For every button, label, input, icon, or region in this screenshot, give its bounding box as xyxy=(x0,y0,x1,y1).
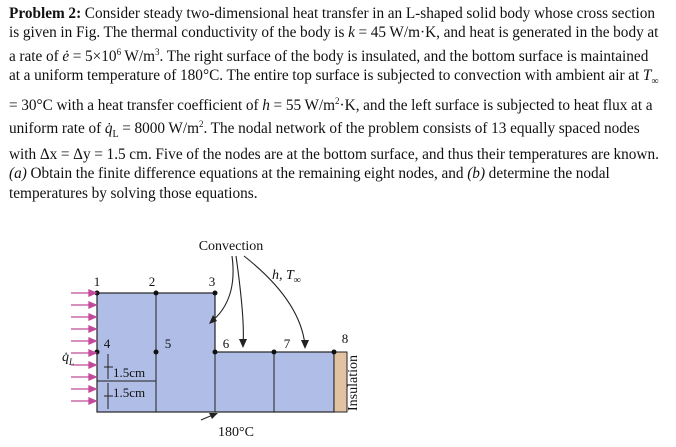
node-label-2: 2 xyxy=(148,274,156,289)
node-label-7: 7 xyxy=(283,336,291,351)
dy-label: 1.5cm xyxy=(113,365,146,380)
node-label-6: 6 xyxy=(222,336,230,351)
heat-flux-arrows xyxy=(71,290,96,404)
node-label-1: 1 xyxy=(93,274,101,289)
node-7 xyxy=(272,350,277,355)
node-3 xyxy=(213,291,218,296)
dx-label: 1.5cm xyxy=(113,385,146,400)
bottom-temperature-label: 180°C xyxy=(218,425,254,440)
node-5 xyxy=(154,350,159,355)
node-label-8: 8 xyxy=(341,331,349,346)
node-label-4: 4 xyxy=(103,336,111,351)
insulation-label: Insulation xyxy=(346,355,361,411)
heat-flux-label: $q̇_L$ xyxy=(62,350,75,367)
node-label-3: 3 xyxy=(208,274,216,289)
problem-heading: Problem 2: xyxy=(9,5,82,22)
problem-statement: Problem 2: Consider steady two-dimensional heat transfer in an L-shaped solid body whose cross section is given in Fig. The thermal conductivity of the body is k = 45 W/m·K, and heat is generated in the body at a rate of ė = $5\times 10^6$ $W/m^3$. The right surface of the body is insulated, and the bottom surface is maintained at a uniform temperature of 180°C. The entire top surface is subjected to convection with ambient air at $T_\infty = 30^\circ C$ with a heat transfer coefficient of h = 55 $W/m^2\cdot K$, and the left surface is subjected to heat flux at a uniform rate of $q̇_L = 8000$ $W/m^2$. The nodal network of the problem consists of 13 equally spaced nodes with Δx = Δy = 1.5 cm. Five of the nodes are at the bottom surface, and thus their temperatures are known. (a) Obtain the finite difference equations at the remaining eight nodes, and (b) determine the nodal temperatures by solving those equations. xyxy=(9,5,659,202)
node-8 xyxy=(332,350,337,355)
h-t-infinity-label: h, $T_\infty$ xyxy=(272,268,301,286)
node-2 xyxy=(154,291,159,296)
node-label-5: 5 xyxy=(164,336,172,351)
convection-label: Convection xyxy=(198,239,264,254)
node-6 xyxy=(213,350,218,355)
